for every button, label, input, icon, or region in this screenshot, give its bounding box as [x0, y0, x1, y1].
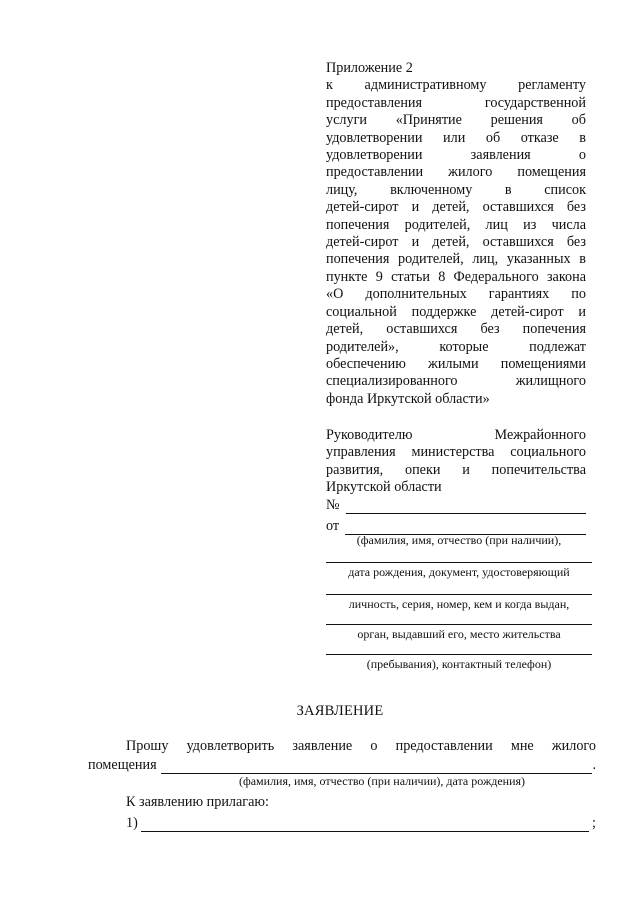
appendix-header [326, 60, 586, 408]
applicant-field-3[interactable] [326, 594, 592, 595]
statement-text: Прошу удовлетворить заявление о предоставлении мне жилого [126, 738, 596, 754]
appendix-text [326, 77, 586, 390]
appendix-line: к административному регламенту [326, 77, 586, 94]
caption-contact: (пребывания), контактный телефон) [366, 657, 552, 671]
attachment-item-1-number: 1) [126, 815, 138, 831]
attachment-item-1 [126, 815, 596, 832]
appendix-line: обеспечению жилыми помещениями [326, 355, 586, 372]
from-label: от [326, 518, 340, 535]
appendix-line: предоставлении жилого помещения [326, 164, 586, 181]
statement-para-line2 [88, 757, 596, 774]
statement-title: ЗАЯВЛЕНИЕ [296, 703, 384, 719]
recipient-line: развития, опеки и попечительства [326, 461, 586, 478]
attachment-item-1-suffix: ; [592, 815, 596, 831]
caption-identity: личность, серия, номер, кем и когда выдан, [348, 597, 570, 611]
number-field-row [326, 497, 586, 514]
number-field[interactable] [346, 500, 586, 514]
caption-birth-date: дата рождения, документ, удостоверяющий [348, 565, 570, 579]
appendix-title: Приложение 2 [326, 60, 413, 76]
recipient-line: управления министерства социального [326, 444, 586, 461]
appendix-last-line: фонда Иркутской области» [326, 390, 490, 407]
recipient-line: Руководителю Межрайонного [326, 427, 586, 443]
appendix-line: социальной поддержке детей-сирот и [326, 303, 586, 320]
statement-suffix: . [592, 757, 596, 773]
appendix-line: попечения родителей, лиц из числа [326, 216, 586, 233]
appendix-line: удовлетворении или об отказе в [326, 129, 586, 146]
appendix-line: попечения родителей, лиц, указанных в [326, 251, 586, 268]
appendix-line: лицу, включенному в список [326, 181, 586, 198]
recipient-block [326, 427, 586, 535]
attachments-label: К заявлению прилагаю: [126, 794, 269, 810]
appendix-line: детей-сирот и детей, оставшихся без [326, 234, 586, 251]
applicant-field-5[interactable] [326, 654, 592, 655]
statement-prefix: помещения [88, 757, 157, 773]
applicant-field-4[interactable] [326, 624, 592, 625]
appendix-line: специализированного жилищного [326, 373, 586, 390]
recipient-last-line: Иркутской области [326, 479, 442, 496]
appendix-line: «О дополнительных гарантиях по [326, 286, 586, 303]
appendix-line: родителей», которые подлежат [326, 338, 586, 355]
attachment-item-1-field[interactable] [141, 819, 589, 832]
appendix-line: детей-сирот и детей, оставшихся без [326, 199, 586, 216]
applicant-field-2[interactable] [326, 562, 592, 563]
appendix-line: предоставления государственной [326, 94, 586, 111]
recipient-text [326, 427, 586, 479]
caption-issuer: орган, выдавший его, место жительства [357, 627, 561, 641]
number-label: № [326, 496, 340, 513]
statement-caption: (фамилия, имя, отчество (при наличии), дата рождения) [238, 774, 526, 788]
statement-para-line1 [126, 738, 596, 755]
appendix-line: удовлетворении заявления о [326, 147, 586, 164]
appendix-line: детей, оставшихся без попечения [326, 321, 586, 338]
caption-full-name: (фамилия, имя, отчество (при наличии), [356, 533, 562, 547]
appendix-line: услуги «Принятие решения об [326, 112, 586, 129]
appendix-line: пункте 9 статьи 8 Федерального закона [326, 268, 586, 285]
applicant-name-field[interactable] [161, 761, 593, 774]
